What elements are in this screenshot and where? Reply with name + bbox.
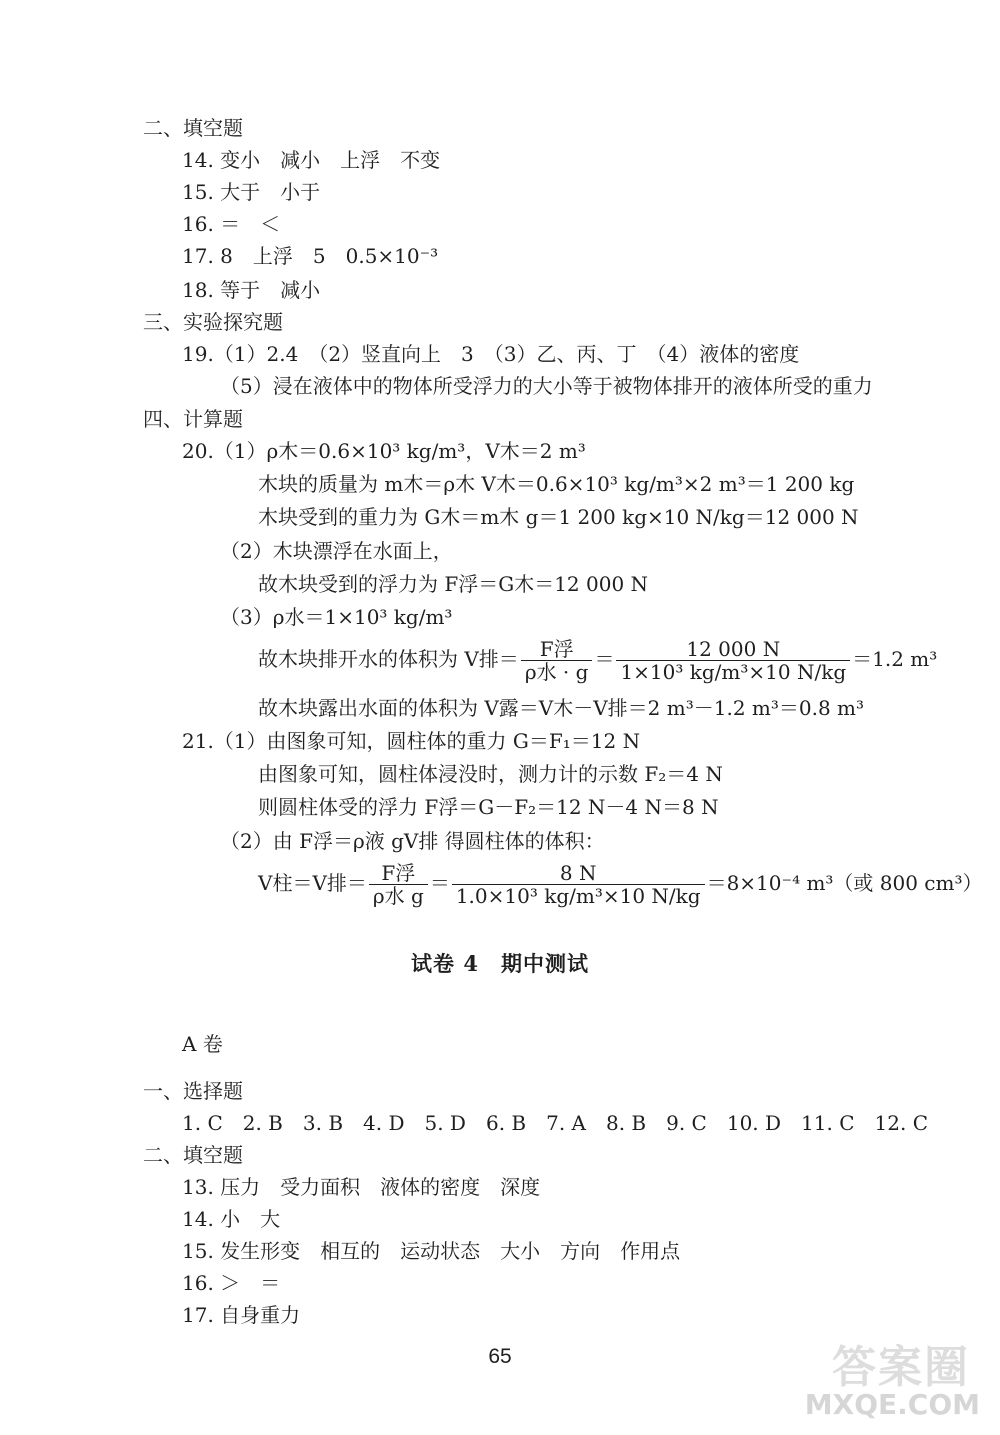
answer-19-part1: 19.（1）2.4 （2）竖直向上 3 （3）乙、丙、丁 （4）液体的密度 <box>182 342 800 366</box>
answer-21-line2: 由图象可知，圆柱体浸没时，测力计的示数 F₂＝4 N <box>258 762 723 786</box>
answer-20-line1: 20.（1）ρ木＝0.6×10³ kg/m³，V木＝2 m³ <box>182 439 586 463</box>
fraction-numerator: F浮 <box>369 862 428 885</box>
answer-20-line2: 木块的质量为 m木＝ρ木 V木＝0.6×10³ kg/m³×2 m³＝1 200 kg <box>258 472 855 496</box>
answer-b13: 13. 压力 受力面积 液体的密度 深度 <box>182 1175 541 1199</box>
watermark-logo-text: 答案圈 <box>832 1342 970 1393</box>
answer-21-line4: （2）由 F浮＝ρ液 gV排 得圆柱体的体积： <box>220 829 605 853</box>
section-multiple-choice: 一、选择题 <box>143 1079 243 1103</box>
fraction-denominator: ρ水 · g <box>524 660 589 684</box>
multiple-choice-answers: 1. C 2. B 3. B 4. D 5. D 6. B 7. A 8. B 9. C 10. D 11. C 12. C <box>182 1111 928 1135</box>
answer-21-fraction-line <box>258 862 983 907</box>
answer-b14: 14. 小 大 <box>182 1207 281 1231</box>
exam-title: 试卷 4 期中测试 <box>411 951 589 976</box>
answer-b16: 16. ＞ ＝ <box>182 1271 281 1295</box>
answer-21-line1: 21.（1）由图象可知，圆柱体的重力 G＝F₁＝12 N <box>182 729 641 753</box>
fraction <box>369 862 428 907</box>
equation-prefix: V柱＝V排＝ <box>258 871 367 895</box>
answer-20-line3: 木块受到的重力为 G木＝m木 g＝1 200 kg×10 N/kg＝12 000 N <box>258 505 859 529</box>
part-a-heading: A 卷 <box>182 1032 223 1056</box>
answer-14: 14. 变小 减小 上浮 不变 <box>182 148 441 172</box>
answer-b17: 17. 自身重力 <box>182 1303 301 1327</box>
page-number: 65 <box>488 1345 512 1368</box>
fraction-numerator: 12 000 N <box>616 638 850 661</box>
section-experiment: 三、实验探究题 <box>143 310 283 334</box>
answer-20-fraction-line <box>258 638 937 683</box>
answer-19-part5: （5）浸在液体中的物体所受浮力的大小等于被物体排开的液体所受的重力 <box>220 374 873 398</box>
equation-result: ＝8×10⁻⁴ m³（或 800 cm³） <box>706 871 983 895</box>
equation-prefix: 故木块排开水的体积为 V排＝ <box>258 647 519 671</box>
answer-20-line4: （2）木块漂浮在水面上， <box>220 539 453 563</box>
answer-21-line3: 则圆柱体受的浮力 F浮＝G－F₂＝12 N－4 N＝8 N <box>258 795 719 819</box>
fraction-denominator: 1×10³ kg/m³×10 N/kg <box>620 660 847 684</box>
answer-18: 18. 等于 减小 <box>182 278 321 302</box>
equals-sign: ＝ <box>429 871 450 895</box>
fraction-denominator: 1.0×10³ kg/m³×10 N/kg <box>455 884 701 908</box>
answer-15: 15. 大于 小于 <box>182 180 321 204</box>
fraction-numerator: F浮 <box>521 638 593 661</box>
fraction <box>521 638 593 683</box>
equals-sign: ＝ <box>594 647 615 671</box>
equation-result: ＝1.2 m³ <box>852 647 938 671</box>
fraction-numerator: 8 N <box>452 862 705 885</box>
answer-16: 16. ＝ ＜ <box>182 212 281 236</box>
watermark <box>770 1331 980 1421</box>
section-fill-in-b: 二、填空题 <box>143 1143 243 1167</box>
answer-20-line8: 故木块露出水面的体积为 V露＝V木－V排＝2 m³－1.2 m³＝0.8 m³ <box>258 696 865 720</box>
fraction-denominator: ρ水 g <box>372 884 424 908</box>
answer-20-line5: 故木块受到的浮力为 F浮＝G木＝12 000 N <box>258 572 649 596</box>
answer-b15: 15. 发生形变 相互的 运动状态 大小 方向 作用点 <box>182 1239 681 1263</box>
answer-17: 17. 8 上浮 5 0.5×10⁻³ <box>182 244 439 268</box>
answer-20-line6: （3）ρ水＝1×10³ kg/m³ <box>220 605 453 629</box>
section-fill-in: 二、填空题 <box>143 116 243 140</box>
fraction <box>616 638 850 683</box>
fraction <box>452 862 705 907</box>
section-calculation: 四、计算题 <box>143 407 243 431</box>
watermark-url: MXQE.COM <box>804 1388 980 1421</box>
